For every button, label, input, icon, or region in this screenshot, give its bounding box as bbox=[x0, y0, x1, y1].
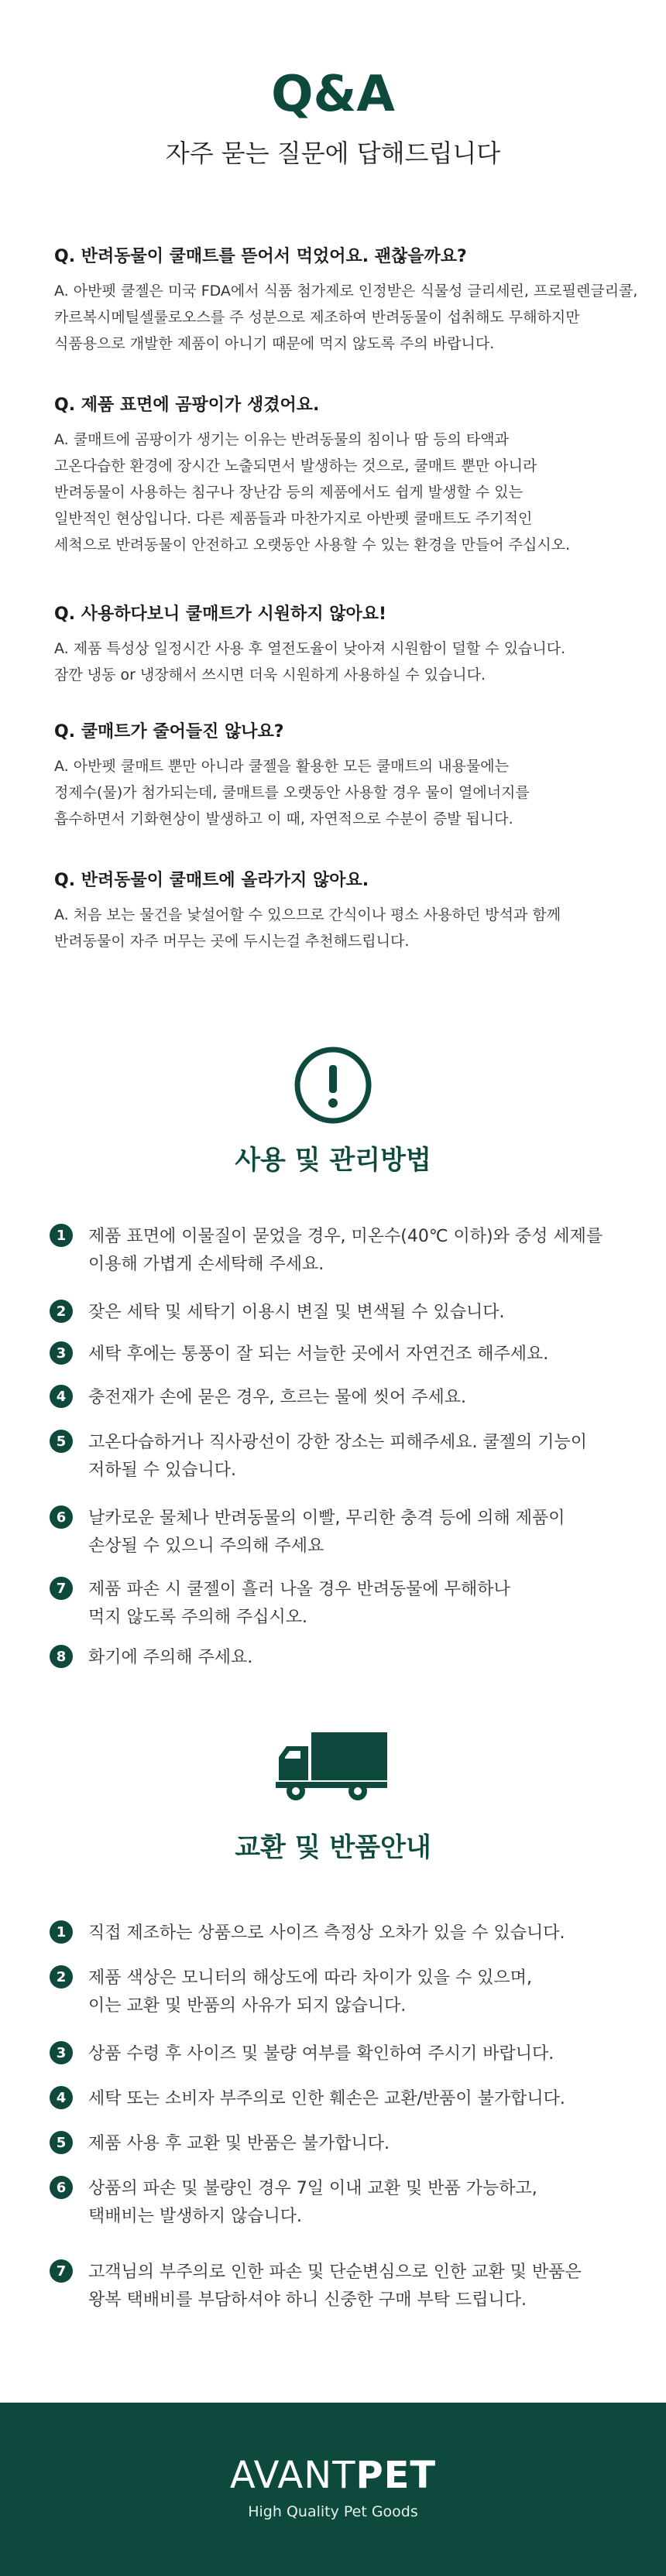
list-item-line: 제품 표면에 이물질이 묻었을 경우, 미온수(40℃ 이하)와 중성 세제를 bbox=[88, 1227, 603, 1246]
qa-item bbox=[54, 870, 620, 954]
list-item-line: 제품 색상은 모니터의 해상도에 따라 차이가 있을 수 있으며, bbox=[88, 1968, 532, 1988]
list-number-badge: 3 bbox=[50, 1341, 73, 1365]
qa-answer bbox=[54, 902, 620, 954]
list-item bbox=[50, 2085, 623, 2113]
list-item bbox=[50, 1965, 623, 2020]
list-item-line: 충전재가 손에 묻은 경우, 흐르는 물에 씻어 주세요. bbox=[88, 1388, 466, 1407]
qa-question: Q. 반려동물이 쿨매트를 뜯어서 먹었어요. 괜찮을까요? bbox=[54, 247, 467, 266]
qa-question: Q. 반려동물이 쿨매트에 올라가지 않아요. bbox=[54, 871, 369, 890]
list-item bbox=[50, 2040, 623, 2068]
brand-logo bbox=[0, 2454, 666, 2497]
qa-answer-line: 반려동물이 사용하는 침구나 장난감 등의 제품에서도 쉽게 발생할 수 있는 bbox=[54, 483, 523, 501]
list-number-badge: 4 bbox=[50, 2086, 73, 2109]
list-item bbox=[50, 2259, 623, 2314]
list-item-line: 잦은 세탁 및 세탁기 이용시 변질 및 변색될 수 있습니다. bbox=[88, 1303, 505, 1322]
list-item-text bbox=[88, 1576, 510, 1632]
qa-answer-line: 고온다습한 환경에 장시간 노출되면서 발생하는 것으로, 쿨매트 뿐만 아니라 bbox=[54, 457, 537, 474]
list-item bbox=[50, 1223, 623, 1279]
qa-answer-line: A. 아반펫 쿨매트 뿐만 아니라 쿨젤을 활용한 모든 쿨매트의 내용물에는 bbox=[54, 757, 509, 775]
qa-answer bbox=[54, 426, 620, 558]
qa-answer-line: A. 쿨매트에 곰팡이가 생기는 이유는 반려동물의 침이나 땀 등의 타액과 bbox=[54, 430, 509, 448]
list-number-badge: 1 bbox=[50, 1224, 73, 1247]
list-item-line: 택배비는 발생하지 않습니다. bbox=[88, 2207, 303, 2226]
list-item-text bbox=[88, 1505, 565, 1560]
footer bbox=[0, 2403, 666, 2576]
list-item bbox=[50, 1341, 623, 1368]
qa-answer-line: A. 처음 보는 물건을 낯설어할 수 있으므로 간식이나 평소 사용하던 방석과 함께 bbox=[54, 906, 561, 923]
qa-answer-line: 흡수하면서 기화현상이 발생하고 이 때, 자연적으로 수분이 증발 됩니다. bbox=[54, 810, 513, 827]
list-item-line: 세탁 또는 소비자 부주의로 인한 훼손은 교환/반품이 불가합니다. bbox=[88, 2089, 565, 2108]
list-item bbox=[50, 1505, 623, 1560]
list-item-line: 날카로운 물체나 반려동물의 이빨, 무리한 충격 등에 의해 제품이 bbox=[88, 1509, 565, 1528]
list-item-line: 고객님의 부주의로 인한 파손 및 단순변심으로 인한 교환 및 반품은 bbox=[88, 2263, 582, 2282]
qa-answer-line: 식품용으로 개발한 제품이 아니기 때문에 먹지 않도록 주의 바랍니다. bbox=[54, 334, 495, 352]
list-item bbox=[50, 2130, 623, 2158]
list-item-text bbox=[88, 1299, 504, 1327]
list-item bbox=[50, 1920, 623, 1947]
qa-answer-line: 카르복시메틸셀룰로오스를 주 성분으로 제조하여 반려동물이 섭취해도 무해하지만 bbox=[54, 308, 580, 326]
list-item-text bbox=[88, 2130, 390, 2158]
qa-answer bbox=[54, 635, 620, 688]
exclamation-circle-icon bbox=[0, 1045, 666, 1125]
list-item-line: 제품 사용 후 교환 및 반품은 불가합니다. bbox=[88, 2134, 390, 2153]
qa-question: Q. 쿨매트가 줄어들진 않나요? bbox=[54, 722, 284, 742]
list-item-text bbox=[88, 1644, 252, 1672]
list-item-line: 화기에 주의해 주세요. bbox=[88, 1648, 253, 1667]
list-item-line: 직접 제조하는 상품으로 사이즈 측정상 오차가 있을 수 있습니다. bbox=[88, 1923, 565, 1943]
list-number-badge: 3 bbox=[50, 2041, 73, 2064]
exchange-title: 교환 및 반품안내 bbox=[235, 1832, 431, 1863]
list-number-badge: 6 bbox=[50, 1506, 73, 1529]
qa-answer-line: A. 아반펫 쿨젤은 미국 FDA에서 식품 첨가제로 인정받은 식물성 글리세린, 프로필렌글리콜, bbox=[54, 282, 638, 300]
list-number-badge: 7 bbox=[50, 2259, 73, 2283]
list-number-badge: 7 bbox=[50, 1577, 73, 1600]
list-item-line: 저하될 수 있습니다. bbox=[88, 1461, 236, 1480]
list-item-text bbox=[88, 1223, 602, 1279]
brand-logo-light: AVANT bbox=[229, 2454, 356, 2497]
list-item-line: 고온다습하거나 직사광선이 강한 장소는 피해주세요. 쿨젤의 기능이 bbox=[88, 1433, 588, 1452]
list-number-badge: 2 bbox=[50, 1300, 73, 1323]
qa-item bbox=[54, 395, 620, 558]
list-number-badge: 6 bbox=[50, 2176, 73, 2199]
list-item bbox=[50, 1384, 623, 1412]
qa-item bbox=[54, 721, 620, 832]
list-number-badge: 4 bbox=[50, 1385, 73, 1408]
list-item-line: 먹지 않도록 주의해 주십시오. bbox=[88, 1608, 307, 1627]
list-item bbox=[50, 2175, 623, 2231]
qa-answer-line: 정제수(물)가 첨가되는데, 쿨매트를 오랫동안 사용할 경우 물이 열에너지를 bbox=[54, 783, 530, 801]
brand-logo-bold: PET bbox=[355, 2454, 437, 2497]
qa-answer bbox=[54, 278, 638, 357]
qa-title: Q&A bbox=[271, 66, 395, 123]
list-item-line: 왕복 택배비를 부담하셔야 하니 신중한 구매 부탁 드립니다. bbox=[88, 2290, 527, 2310]
list-item-line: 상품의 파손 및 불량인 경우 7일 이내 교환 및 반품 가능하고, bbox=[88, 2179, 537, 2198]
list-number-badge: 1 bbox=[50, 1920, 73, 1944]
list-number-badge: 2 bbox=[50, 1965, 73, 1989]
list-item bbox=[50, 1644, 623, 1672]
qa-question: Q. 제품 표면에 곰팡이가 생겼어요. bbox=[54, 396, 320, 415]
list-item-text bbox=[88, 2085, 565, 2113]
list-item-text bbox=[88, 1920, 565, 1947]
list-item-line: 이용해 가볍게 손세탁해 주세요. bbox=[88, 1255, 324, 1274]
qa-item bbox=[54, 246, 638, 357]
care-title: 사용 및 관리방법 bbox=[235, 1145, 431, 1176]
qa-item bbox=[54, 604, 620, 688]
list-item-text bbox=[88, 1429, 587, 1485]
qa-answer-line: 세척으로 반려동물이 안전하고 오랫동안 사용할 수 있는 환경을 만들어 주십시오. bbox=[54, 536, 571, 553]
list-item bbox=[50, 1429, 623, 1485]
list-item-text bbox=[88, 1384, 466, 1412]
list-item-text bbox=[88, 2175, 537, 2231]
delivery-truck-icon bbox=[0, 1731, 666, 1802]
list-item-line: 세탁 후에는 통풍이 잘 되는 서늘한 곳에서 자연건조 해주세요. bbox=[88, 1345, 549, 1364]
list-item-line: 손상될 수 있으니 주의해 주세요 bbox=[88, 1536, 324, 1556]
list-number-badge: 5 bbox=[50, 1430, 73, 1453]
qa-answer-line: 반려동물이 자주 머무는 곳에 두시는걸 추천해드립니다. bbox=[54, 932, 410, 950]
list-item-line: 제품 파손 시 쿨젤이 흘러 나올 경우 반려동물에 무해하나 bbox=[88, 1580, 510, 1599]
list-item-text bbox=[88, 2040, 554, 2068]
list-item-line: 이는 교환 및 반품의 사유가 되지 않습니다. bbox=[88, 1996, 407, 2016]
list-item-text bbox=[88, 1965, 532, 2020]
qa-answer-line: A. 제품 특성상 일정시간 사용 후 열전도율이 낮아져 시원함이 덜할 수 있습니다. bbox=[54, 639, 566, 657]
list-item-text bbox=[88, 2259, 582, 2314]
qa-answer-line: 잠깐 냉동 or 냉장해서 쓰시면 더욱 시원하게 사용하실 수 있습니다. bbox=[54, 666, 486, 683]
list-number-badge: 5 bbox=[50, 2131, 73, 2154]
list-item bbox=[50, 1299, 623, 1327]
qa-subtitle: 자주 묻는 질문에 답해드립니다 bbox=[165, 139, 501, 168]
list-item-text bbox=[88, 1341, 548, 1368]
qa-question: Q. 사용하다보니 쿨매트가 시원하지 않아요! bbox=[54, 605, 387, 624]
list-item-line: 상품 수령 후 사이즈 및 불량 여부를 확인하여 주시기 바랍니다. bbox=[88, 2044, 554, 2064]
list-number-badge: 8 bbox=[50, 1645, 73, 1668]
brand-tagline: High Quality Pet Goods bbox=[248, 2503, 418, 2520]
qa-answer-line: 일반적인 현상입니다. 다른 제품들과 마찬가지로 아반펫 쿨매트도 주기적인 bbox=[54, 509, 533, 527]
list-item bbox=[50, 1576, 623, 1632]
qa-answer bbox=[54, 753, 620, 832]
